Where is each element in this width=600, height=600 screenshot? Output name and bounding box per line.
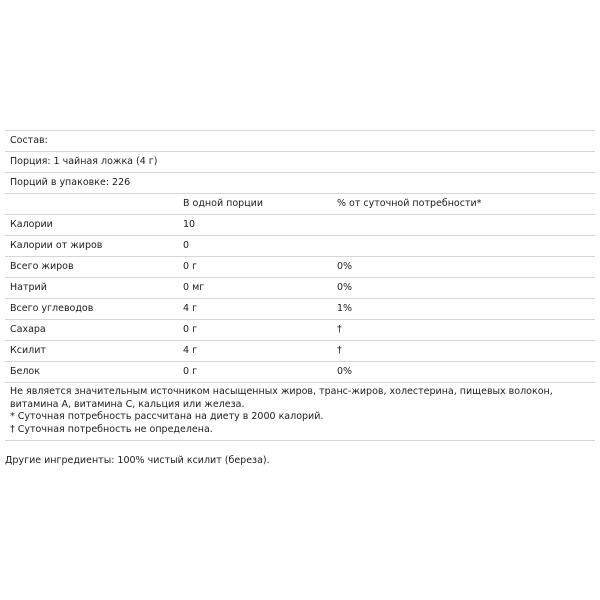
footnote-daily-value-not-established: † Суточная потребность не определена. bbox=[10, 423, 213, 435]
nutrient-daily-value: 0% bbox=[337, 261, 353, 272]
table-row bbox=[5, 341, 595, 362]
table-row bbox=[5, 299, 595, 320]
table-row bbox=[5, 236, 595, 257]
nutrient-amount: 4 г bbox=[183, 345, 198, 356]
nutrient-name: Всего жиров bbox=[10, 261, 74, 272]
footnote-daily-value-basis: * Суточная потребность рассчитана на диету в 2000 калорий. bbox=[10, 411, 324, 422]
servings-per-container: Порций в упаковке: 226 bbox=[10, 177, 131, 188]
serving-size: Порция: 1 чайная ложка (4 г) bbox=[10, 156, 158, 167]
table-header-row bbox=[5, 194, 595, 215]
nutrient-amount: 0 г bbox=[183, 324, 198, 335]
nutrient-name: Калории от жиров bbox=[10, 240, 103, 251]
nutrient-name: Белок bbox=[10, 366, 40, 377]
nutrient-amount: 0 bbox=[183, 240, 190, 251]
nutrient-daily-value: 1% bbox=[337, 303, 353, 314]
nutrient-amount: 0 мг bbox=[183, 282, 205, 293]
header-daily-value: % от суточной потребности* bbox=[337, 198, 482, 209]
table-row bbox=[5, 320, 595, 341]
nutrient-name: Калории bbox=[10, 219, 53, 230]
nutrient-name: Ксилит bbox=[10, 345, 46, 356]
footnote-insignificant-source: Не является значительным источником насыщенных жиров, транс-жиров, холестерина, пищевых волокон, витамина А, витамина С, кальция или железа. bbox=[10, 386, 553, 410]
nutrient-amount: 0 г bbox=[183, 366, 198, 377]
composition-label: Состав: bbox=[10, 135, 48, 146]
nutrient-daily-value: 0% bbox=[337, 366, 353, 377]
nutrient-amount: 4 г bbox=[183, 303, 198, 314]
nutrient-amount: 10 bbox=[183, 219, 196, 230]
header-amount: В одной порции bbox=[183, 198, 264, 209]
table-row bbox=[5, 278, 595, 299]
nutrient-amount: 0 г bbox=[183, 261, 198, 272]
nutrient-name: Всего углеводов bbox=[10, 303, 94, 314]
nutrient-name: Натрий bbox=[10, 282, 47, 293]
servings-per-container-row bbox=[5, 173, 595, 194]
nutrient-name: Сахара bbox=[10, 324, 46, 335]
nutrient-daily-value: † bbox=[337, 345, 342, 356]
nutrition-facts-panel bbox=[5, 130, 595, 441]
nutrient-daily-value: 0% bbox=[337, 282, 353, 293]
other-ingredients: Другие ингредиенты: 100% чистый ксилит (береза). bbox=[5, 455, 270, 466]
footnotes bbox=[5, 383, 595, 441]
nutrient-daily-value: † bbox=[337, 324, 342, 335]
table-row bbox=[5, 215, 595, 236]
composition-row bbox=[5, 131, 595, 152]
serving-size-row bbox=[5, 152, 595, 173]
table-row bbox=[5, 257, 595, 278]
table-row bbox=[5, 362, 595, 383]
